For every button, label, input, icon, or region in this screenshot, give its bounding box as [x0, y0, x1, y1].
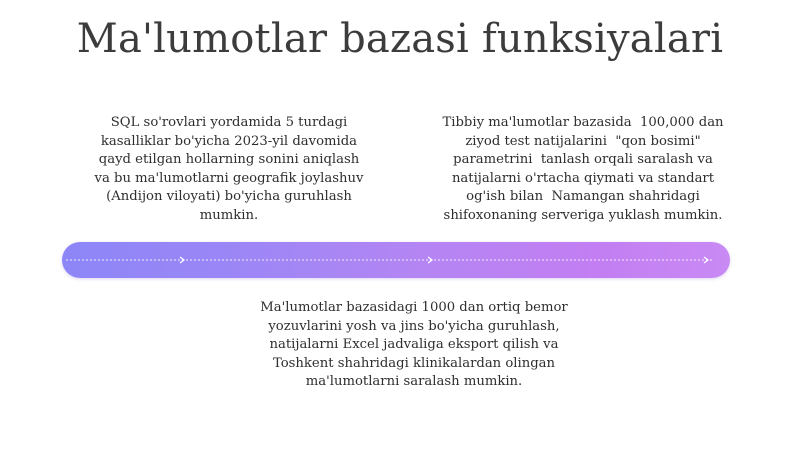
text-line: parametrini tanlash orqali saralash va: [453, 152, 713, 167]
timeline-graphic: [62, 242, 730, 278]
text-line: ma'lumotlarni saralash mumkin.: [305, 374, 523, 389]
text-line: Ma'lumotlar bazasidagi 1000 dan ortiq bemor: [260, 300, 568, 315]
bottom-text-block: [238, 299, 590, 392]
timeline-bar: [62, 242, 730, 278]
text-line: shifoxonaning serveriga yuklash mumkin.: [443, 207, 723, 223]
text-line: mumkin.: [199, 207, 259, 223]
right-text-block: [418, 114, 748, 225]
text-line: yozuvlarini yosh va jins bo'yicha guruhlash,: [268, 318, 560, 334]
text-line: kasalliklar bo'yicha 2023-yil davomida: [100, 133, 358, 149]
text-line: va bu ma'lumotlarni geografik joylashuv: [94, 170, 364, 186]
text-line: SQL so'rovlari yordamida 5 turdagi: [110, 115, 348, 130]
text-line: og'ish bilan Namangan shahridagi: [466, 189, 700, 204]
text-line: natijalarni o'rtacha qiymati va standart: [451, 170, 715, 186]
text-line: natijalarni Excel jadvaliga eksport qilish va: [269, 337, 559, 352]
text-line: Toshkent shahridagi klinikalardan olingan: [272, 355, 556, 371]
text-line: qayd etilgan hollarning sonini aniqlash: [98, 152, 360, 167]
left-text-block: [64, 114, 394, 225]
text-line: Tibbiy ma'lumotlar bazasida 100,000 dan: [442, 115, 724, 130]
text-line: ziyod test natijalarini "qon bosimi": [465, 133, 701, 149]
slide-title: Ma'lumotlar bazasi funksiyalari: [76, 16, 724, 62]
text-line: (Andijon viloyati) bo'yicha guruhlash: [106, 189, 352, 204]
